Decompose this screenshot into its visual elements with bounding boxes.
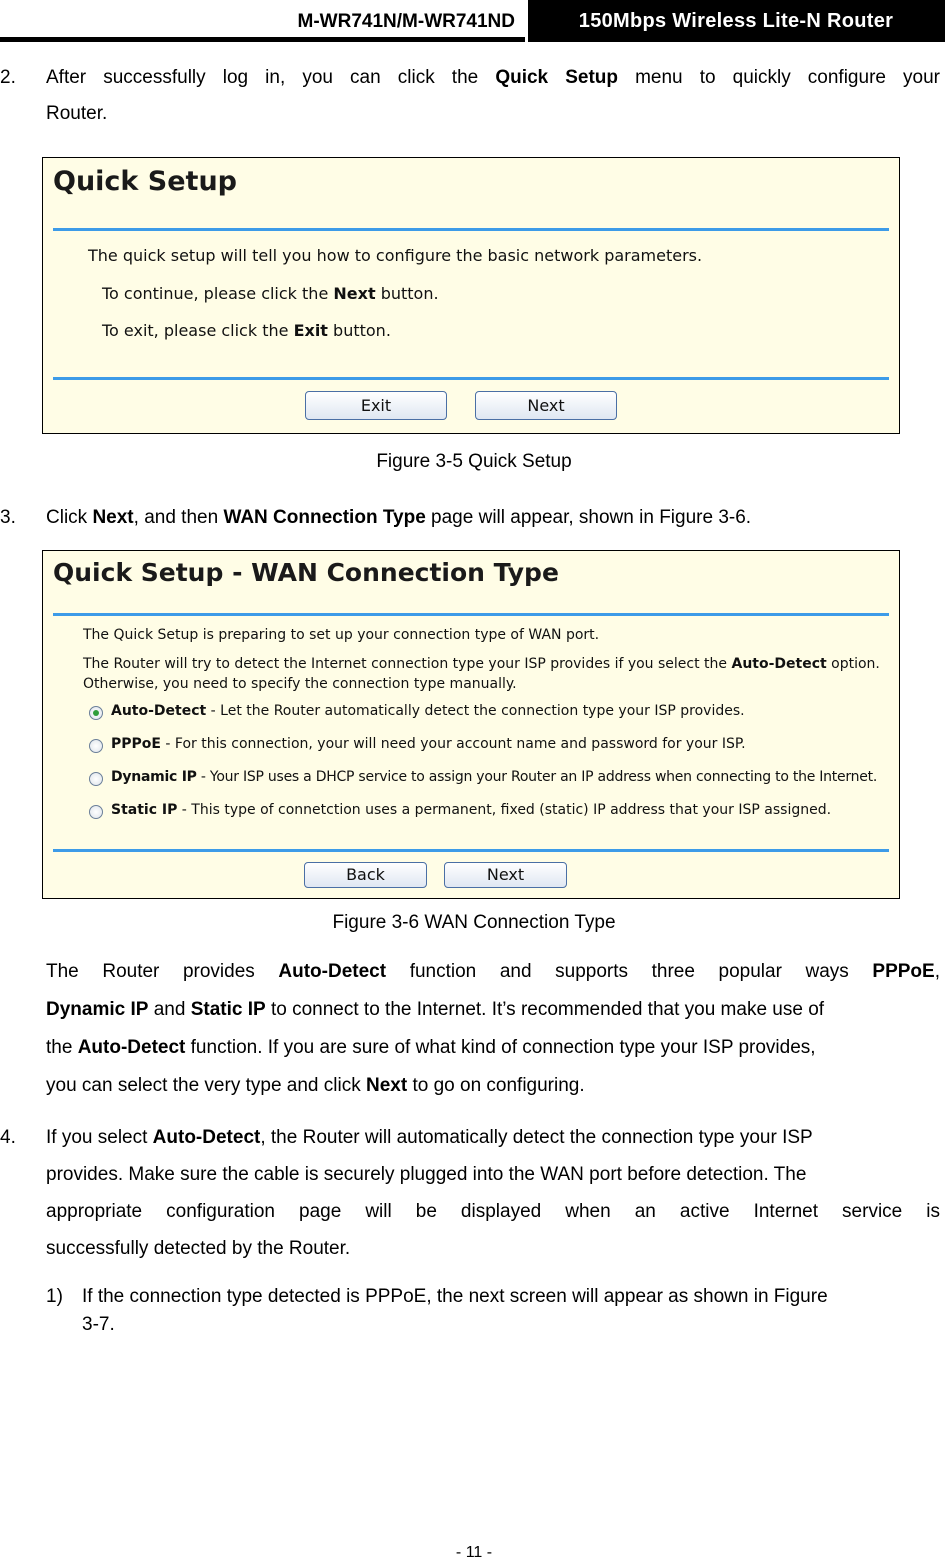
step-2-line-1 [46, 62, 940, 94]
paragraph-line-2 [46, 994, 940, 1026]
exit-hint-text: To exit, please click the [102, 321, 289, 340]
option-name: Static IP [111, 802, 178, 818]
auto-detect-term: Auto-Detect [278, 961, 387, 982]
static-ip-option [111, 802, 831, 818]
sub-step-1-number: 1) [46, 1286, 63, 1307]
next-button[interactable]: Next [444, 862, 567, 888]
product-title: 150Mbps Wireless Lite-N Router [528, 0, 944, 42]
model-name: M-WR741N/M-WR741ND [0, 0, 525, 42]
static-ip-radio[interactable] [89, 805, 103, 819]
option-desc: - Let the Router automatically detect the connection type your ISP provides. [206, 703, 745, 719]
exit-hint [102, 321, 391, 340]
next-button[interactable]: Next [475, 391, 617, 420]
divider-top [53, 613, 889, 616]
text: you can select the very type and click [46, 1075, 361, 1096]
option-desc: - This type of connetction uses a permanent, fixed (static) IP address that your ISP assigned. [177, 802, 832, 818]
step-2-number: 2. [0, 67, 16, 88]
step-4-line-3: appropriate configuration page will be displayed when an active Internet service is [46, 1201, 940, 1222]
text: the [46, 1037, 73, 1058]
auto-detect-option [111, 703, 745, 719]
paragraph-line-1 [46, 956, 940, 988]
paragraph-line-3 [46, 1032, 940, 1064]
static-ip-term: Static IP [190, 999, 266, 1020]
step-4-line-2: provides. Make sure the cable is securely plugged into the WAN port before detection. The [46, 1164, 807, 1185]
exit-term: Exit [293, 321, 328, 340]
step-3-line [46, 502, 751, 534]
auto-detect-term: Auto-Detect [77, 1037, 186, 1058]
option-desc: - Your ISP uses a DHCP service to assign your Router an IP address when connecting to the Internet. [196, 769, 878, 785]
figure-title: Quick Setup [53, 166, 238, 197]
sub-step-1-line-2: 3-7. [82, 1314, 115, 1335]
pppoe-option [111, 736, 746, 752]
step-4-number: 4. [0, 1127, 16, 1148]
next-term: Next [333, 284, 376, 303]
text: function and supports three popular ways [409, 961, 849, 982]
option-name: Dynamic IP [111, 769, 197, 785]
text: and [153, 999, 186, 1020]
dynamic-ip-radio[interactable] [89, 772, 103, 786]
next-term: Next [92, 507, 134, 528]
back-button[interactable]: Back [304, 862, 427, 888]
text: to go on configuring. [412, 1075, 585, 1096]
figure-title: Quick Setup - WAN Connection Type [53, 558, 559, 587]
step-3-end: page will appear, shown in Figure 3-6. [431, 507, 752, 528]
quick-setup-term: Quick Setup [495, 67, 618, 88]
pppoe-term: PPPoE [872, 961, 935, 982]
divider-bottom [53, 849, 889, 852]
wan-connection-type-screenshot [42, 550, 900, 899]
auto-detect-term: Auto-Detect [731, 656, 827, 672]
detect-hint-text: The Router will try to detect the Internet connection type your ISP provides if you select the [83, 656, 728, 672]
next-term: Next [366, 1075, 408, 1096]
text: The Router provides [46, 961, 255, 982]
wan-intro: The Quick Setup is preparing to set up your connection type of WAN port. [83, 627, 600, 643]
pppoe-radio[interactable] [89, 739, 103, 753]
step-2-text-end: menu to quickly configure your [635, 67, 941, 88]
dynamic-ip-term: Dynamic IP [46, 999, 149, 1020]
option-name: PPPoE [111, 736, 161, 752]
exit-button[interactable]: Exit [305, 391, 447, 420]
option-desc: - For this connection, your will need your account name and password for your ISP. [160, 736, 746, 752]
step-4-line-1 [46, 1122, 940, 1154]
page-number: - 11 - [455, 1544, 493, 1561]
page-header [0, 0, 948, 42]
text: If you select [46, 1127, 148, 1148]
exit-hint-end: button. [333, 321, 391, 340]
step-3-text: Click [46, 507, 88, 528]
comma: , [934, 961, 940, 982]
quick-setup-screenshot [42, 157, 900, 434]
figure-3-6-caption: Figure 3-6 WAN Connection Type [332, 912, 616, 933]
option-name: Auto-Detect [111, 703, 207, 719]
header-edge [944, 0, 948, 42]
step-4-line-4: successfully detected by the Router. [46, 1238, 351, 1259]
continue-hint [102, 284, 439, 303]
sub-step-1-line-1: If the connection type detected is PPPoE, the next screen will appear as shown in Figure [82, 1286, 828, 1307]
step-3-number: 3. [0, 507, 16, 528]
divider-bottom [53, 377, 889, 380]
quick-setup-intro: The quick setup will tell you how to configure the basic network parameters. [88, 246, 703, 265]
paragraph-line-4 [46, 1070, 585, 1102]
manual-hint: Otherwise, you need to specify the connection type manually. [83, 676, 517, 692]
text: function. If you are sure of what kind of connection type your ISP provides, [190, 1037, 816, 1058]
auto-detect-radio[interactable] [89, 706, 103, 720]
step-2-line-2: Router. [46, 103, 108, 124]
detect-hint-end: option. [831, 656, 880, 672]
pppoe-with-comma [872, 961, 940, 982]
step-3-mid: , and then [133, 507, 219, 528]
detect-hint [83, 656, 880, 672]
text: , the Router will automatically detect the connection type your ISP [260, 1127, 813, 1148]
wan-connection-type-term: WAN Connection Type [223, 507, 426, 528]
figure-3-5-caption: Figure 3-5 Quick Setup [376, 451, 572, 472]
step-2-text: After successfully log in, you can click the [46, 67, 479, 88]
continue-hint-end: button. [380, 284, 439, 303]
dynamic-ip-option [111, 769, 877, 785]
auto-detect-term: Auto-Detect [152, 1127, 261, 1148]
divider-top [53, 228, 889, 231]
continue-hint-text: To continue, please click the [102, 284, 329, 303]
text: to connect to the Internet. It’s recommended that you make use of [270, 999, 825, 1020]
